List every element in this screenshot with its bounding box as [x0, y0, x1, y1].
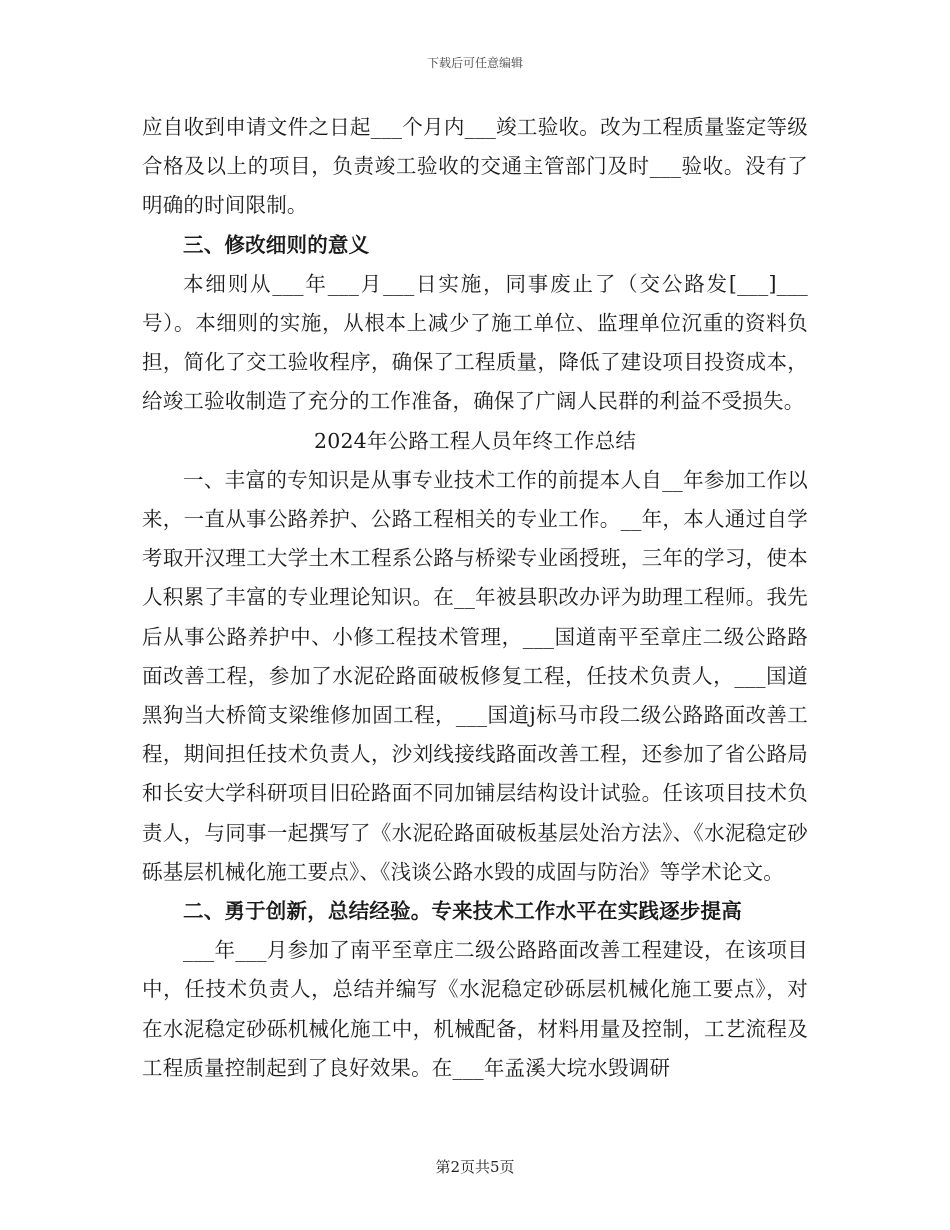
section-heading-significance: 三、修改细则的意义	[183, 232, 370, 257]
document-body	[142, 108, 808, 1088]
page-number: 第2页共5页	[435, 1158, 515, 1176]
paragraph-project: ___年___月参加了南平至章庄二级公路路面改善工程建设，在该项目中，任技术负责人，总结并编写《水泥稳定砂砾层机械化施工要点》，对在水泥稳定砂砾机械化施工中，机械配备，材料用量及控制，工艺流程及工程质量控制起到了良好效果。在___年孟溪大垸水毁调研	[142, 938, 808, 1080]
paragraph-expertise: 一、丰富的专知识是从事专业技术工作的前提本人自__年参加工作以来，一直从事公路养护、公路工程相关的专业工作。__年，本人通过自学考取开汉理工大学土木工程系公路与桥梁专业函授班，三年的学习，使本人积累了丰富的专业理论知识。在__年被县职改办评为助理工程师。我先后从事公路养护中、小修工程技术管理，___国道南平至章庄二级公路路面改善工程，参加了水泥砼路面破板修复工程，任技术负责人，___国道黑狗当大桥简支梁维修加固工程，___国道j标马市段二级公路路面改善工程，期间担任技术负责人，沙刘线接线路面改善工程，还参加了省公路局和长安大学科研项目旧砼路面不同加铺层结构设计试验。任该项目技术负责人，与同事一起撰写了《水泥砼路面破板基层处治方法》、《水泥稳定砂砾基层机械化施工要点》、《浅谈公路水毁的成固与防治》等学术论文。	[142, 467, 808, 884]
header-note: 下载后可任意编辑	[426, 56, 523, 70]
section-heading-innovation: 二、勇于创新，总结经验。专来技术工作水平在实践逐步提高	[183, 899, 742, 924]
paragraph-continuation: 应自收到申请文件之日起___个月内___竣工验收。改为工程质量鉴定等级合格及以上的项目，负责竣工验收的交通主管部门及时___验收。没有了明确的时间限制。	[142, 115, 808, 218]
document-title: 2024年公路工程人员年终工作总结	[313, 428, 637, 453]
paragraph-implementation: 本细则从___年___月___日实施，同事废止了（交公路发[___]___号）。本细则的实施，从根本上减少了施工单位、监理单位沉重的资料负担，简化了交工验收程序，确保了工程质量，降低了建设项目投资成本，给竣工验收制造了充分的工作准备，确保了广阔人民群的利益不受损失。	[142, 271, 808, 414]
